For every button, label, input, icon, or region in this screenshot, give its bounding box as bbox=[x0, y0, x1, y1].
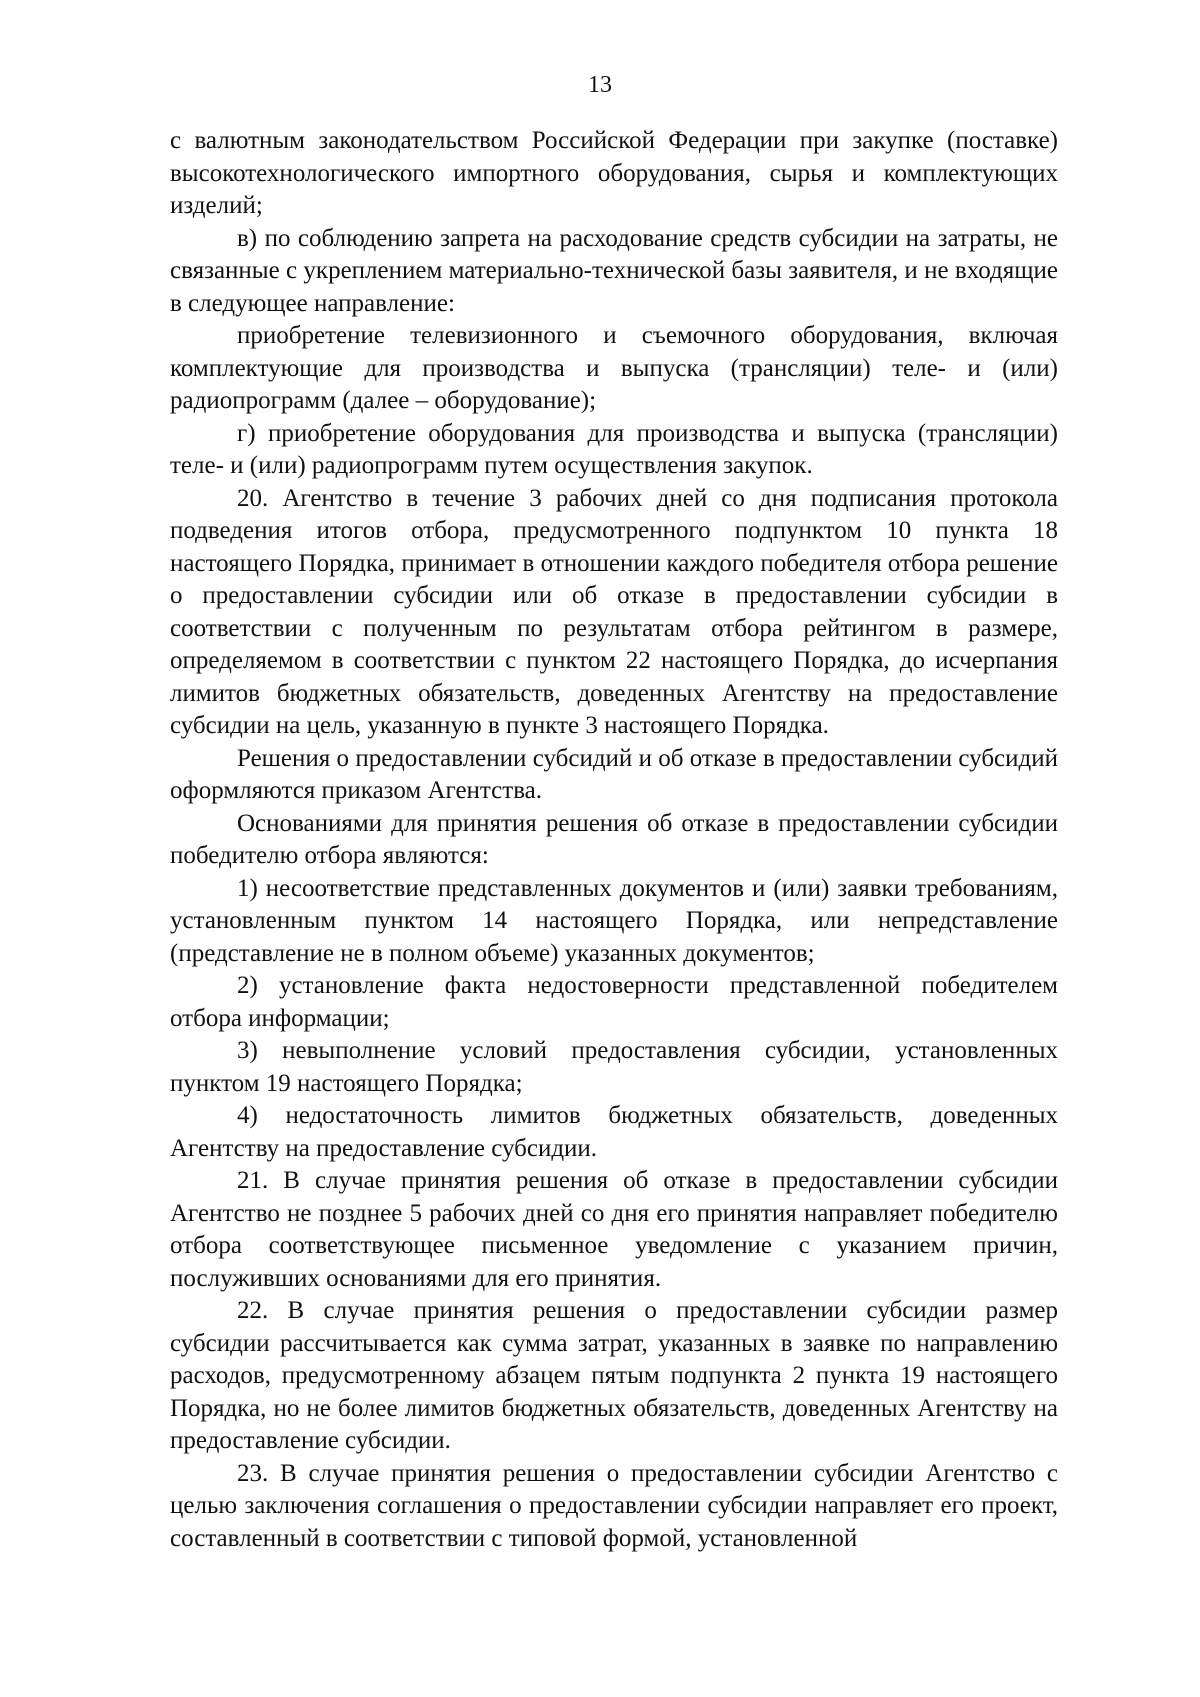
paragraph-ground-2: 2) установление факта недостоверности представленной победителем отбора информации; bbox=[170, 972, 1058, 1032]
paragraph-item-22: 22. В случае принятия решения о предоставлении субсидии размер субсидии рассчитывается как сумма затрат, указанных в заявке по направлению расходов, предусмотренному абзацем пятым подпункта 2 пункта 19 настоящего Порядка, но не более лимитов бюджетных обязательств, доведенных Агентству на предоставление субсидии. bbox=[170, 1297, 1058, 1454]
paragraph-ground-3: 3) невыполнение условий предоставления субсидии, установленных пунктом 19 настоящего Порядка; bbox=[170, 1037, 1058, 1097]
paragraph-refusal-grounds: Основаниями для принятия решения об отказе в предоставлении субсидии победителю отбора являются: bbox=[170, 809, 1058, 869]
paragraph-item-20: 20. Агентство в течение 3 рабочих дней со дня подписания протокола подведения итогов отбора, предусмотренного подпунктом 10 пункта 18 настоящего Порядка, принимает в отношении каждого победителя отбора решение о предоставлении субсидии или об отказе в предоставлении субсидии в соответствии с полученным по результатам отбора рейтингом в размере, определяемом в соответствии с пунктом 22 настоящего Порядка, до исчерпания лимитов бюджетных обязательств, доведенных Агентству на предоставление субсидии на цель, указанную в пункте 3 настоящего Порядка. bbox=[170, 484, 1058, 739]
paragraph-subitem-v: в) по соблюдению запрета на расходование средств субсидии на затраты, не связанные с укреплением материально-технической базы заявителя, и не входящие в следующее направление: bbox=[170, 224, 1058, 317]
paragraph-decisions-order: Решения о предоставлении субсидий и об отказе в предоставлении субсидий оформляются приказом Агентства. bbox=[170, 744, 1058, 804]
paragraph-ground-4: 4) недостаточность лимитов бюджетных обязательств, доведенных Агентству на предоставление субсидии. bbox=[170, 1102, 1058, 1162]
document-body bbox=[170, 125, 1058, 1555]
paragraph-equipment-acquisition: приобретение телевизионного и съемочного оборудования, включая комплектующие для производства и выпуска (трансляции) теле- и (или) радиопрограмм (далее – оборудование); bbox=[170, 322, 1058, 414]
paragraph-subitem-g: г) приобретение оборудования для производства и выпуска (трансляции) теле- и (или) радиопрограмм путем осуществления закупок. bbox=[170, 419, 1058, 479]
page-number: 13 bbox=[588, 72, 612, 98]
paragraph-ground-1: 1) несоответствие представленных документов и (или) заявки требованиям, установленным пунктом 14 настоящего Порядка, или непредставление (представление не в полном объеме) указанных документов; bbox=[170, 874, 1058, 967]
paragraph-item-23: 23. В случае принятия решения о предоставлении субсидии Агентство с целью заключения соглашения о предоставлении субсидии направляет его проект, составленный в соответствии с типовой формой, установленной bbox=[170, 1459, 1058, 1552]
paragraph-item-21: 21. В случае принятия решения об отказе в предоставлении субсидии Агентство не позднее 5 рабочих дней со дня его принятия направляет победителю отбора соответствующее письменное уведомление с указанием причин, послуживших основаниями для его принятия. bbox=[170, 1167, 1058, 1292]
paragraph-continuation: с валютным законодательством Российской Федерации при закупке (поставке) высокотехнологического импортного оборудования, сырья и комплектующих изделий; bbox=[170, 127, 1058, 219]
